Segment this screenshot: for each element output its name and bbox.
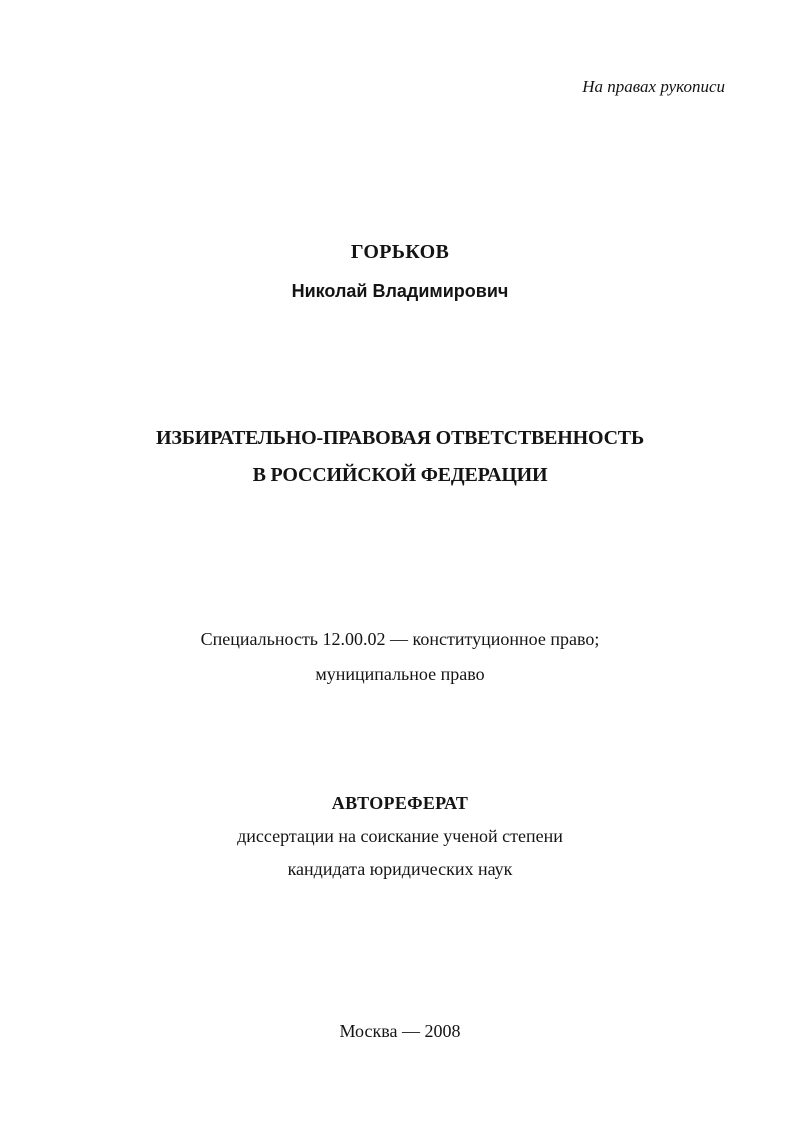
specialty-line-1: Специальность 12.00.02 — конституционное право;	[200, 629, 600, 649]
author-given-names: Николай Владимирович	[291, 281, 509, 301]
author-surname: ГОРЬКОВ	[350, 241, 450, 263]
specialty-line-2: муниципальное право	[315, 664, 485, 684]
degree-line-2: кандидата юридических наук	[287, 859, 513, 879]
dissertation-title-line-2: В РОССИЙСКОЙ ФЕДЕРАЦИИ	[252, 464, 548, 486]
manuscript-note: На правах рукописи	[582, 77, 725, 96]
document-type: АВТОРЕФЕРАТ	[331, 793, 469, 813]
degree-line-1: диссертации на соискание ученой степени	[237, 826, 563, 846]
dissertation-title-line-1: ИЗБИРАТЕЛЬНО-ПРАВОВАЯ ОТВЕТСТВЕННОСТЬ	[156, 427, 644, 449]
place-and-year: Москва — 2008	[339, 1021, 461, 1041]
